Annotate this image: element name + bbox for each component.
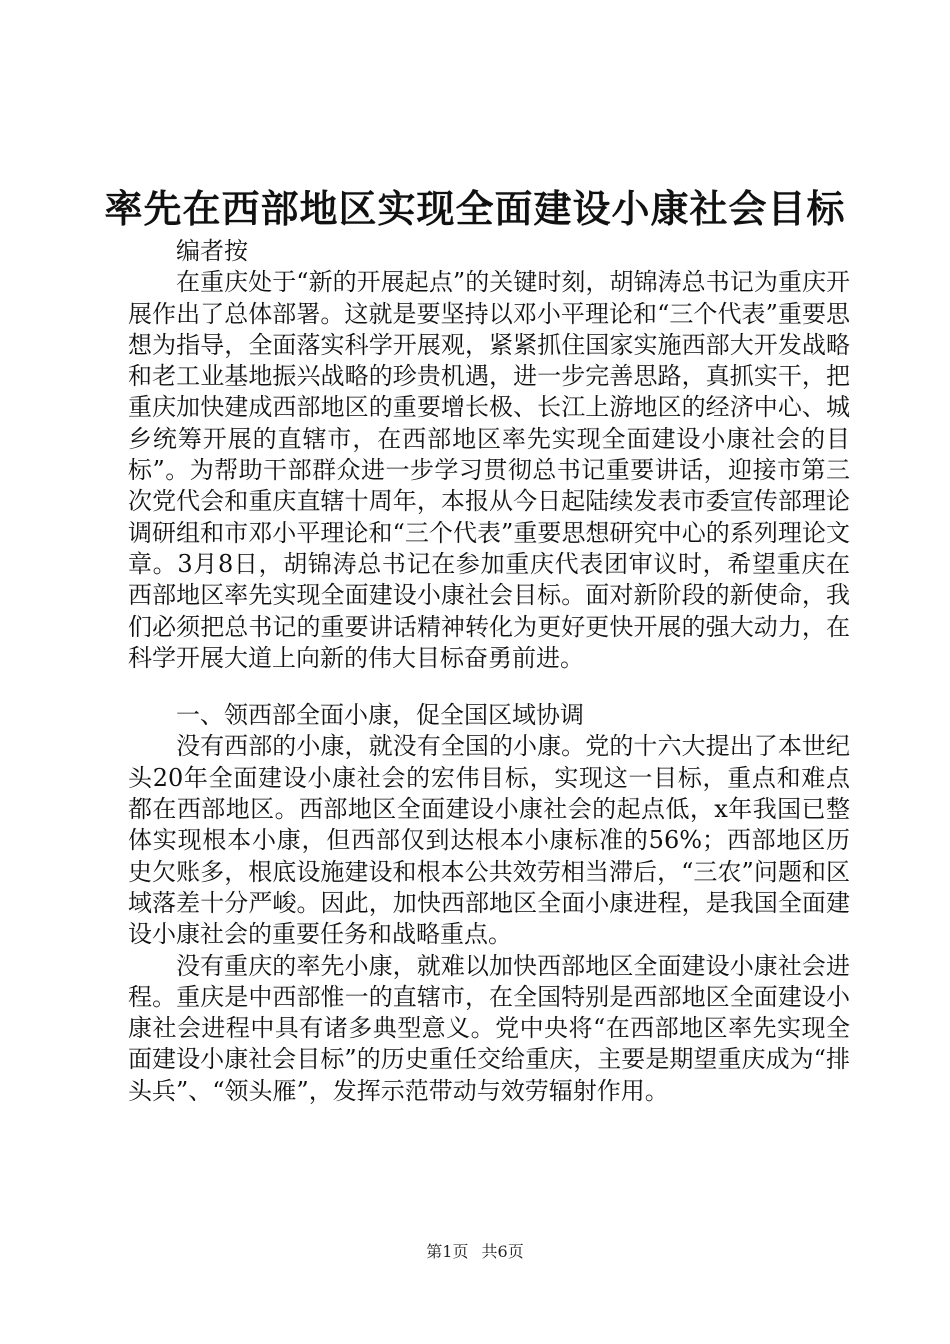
editor-note-paragraph: 在重庆处于“新的开展起点”的关键时刻，胡锦涛总书记为重庆开展作出了总体部署。这就是要坚持以邓小平理论和“三个代表”重要思想为指导，全面落实科学开展观，紧紧抓住国家实施西部大开发战略和老工业基地振兴战略的珍贵机遇，进一步完善思路，真抓实干，把重庆加快建成西部地区的重要增长极、长江上游地区的经济中心、城乡统筹开展的直辖市，在西部地区率先实现全面建设小康社会的目标”。为帮助干部群众进一步学习贯彻总书记重要讲话，迎接市第三次党代会和重庆直辖十周年，本报从今日起陆续发表市委宣传部理论调研组和市邓小平理论和“三个代表”重要思想研究中心的系列理论文章。3月8日，胡锦涛总书记在参加重庆代表团审议时，希望重庆在西部地区率先实现全面建设小康社会目标。面对新阶段的新使命，我们必须把总书记的重要讲话精神转化为更好更快开展的强大动力，在科学开展大道上向新的伟大目标奋勇前进。 [128,268,850,672]
document-body [128,236,850,1107]
page-footer [0,1241,950,1263]
body-paragraph: 没有西部的小康，就没有全国的小康。党的十六大提出了本世纪头20年全面建设小康社会的宏伟目标，实现这一目标，重点和难点都在西部地区。西部地区全面建设小康社会的起点低，x年我国已整体实现根本小康，但西部仅到达根本小康标准的56%；西部地区历史欠账多，根底设施建设和根本公共效劳相当滞后，“三农”问题和区域落差十分严峻。因此，加快西部地区全面小康进程，是我国全面建设小康社会的重要任务和战略重点。 [128,732,850,949]
body-paragraph: 没有重庆的率先小康，就难以加快西部地区全面建设小康社会进程。重庆是中西部惟一的直辖市，在全国特别是西部地区全面建设小康社会进程中具有诸多典型意义。党中央将“在西部地区率先实现全面建设小康社会目标”的历史重任交给重庆，主要是期望重庆成为“排头兵”、“领头雁”，发挥示范带动与效劳辐射作用。 [128,951,850,1105]
section-spacer [128,674,850,700]
document-title: 率先在西部地区实现全面建设小康社会目标 [104,186,846,231]
section-heading: 一、领西部全面小康，促全国区域协调 [176,701,584,730]
page-total: 共6页 [481,1242,524,1261]
editor-note-label: 编者按 [176,237,248,265]
page-number: 第1页 [426,1242,469,1261]
